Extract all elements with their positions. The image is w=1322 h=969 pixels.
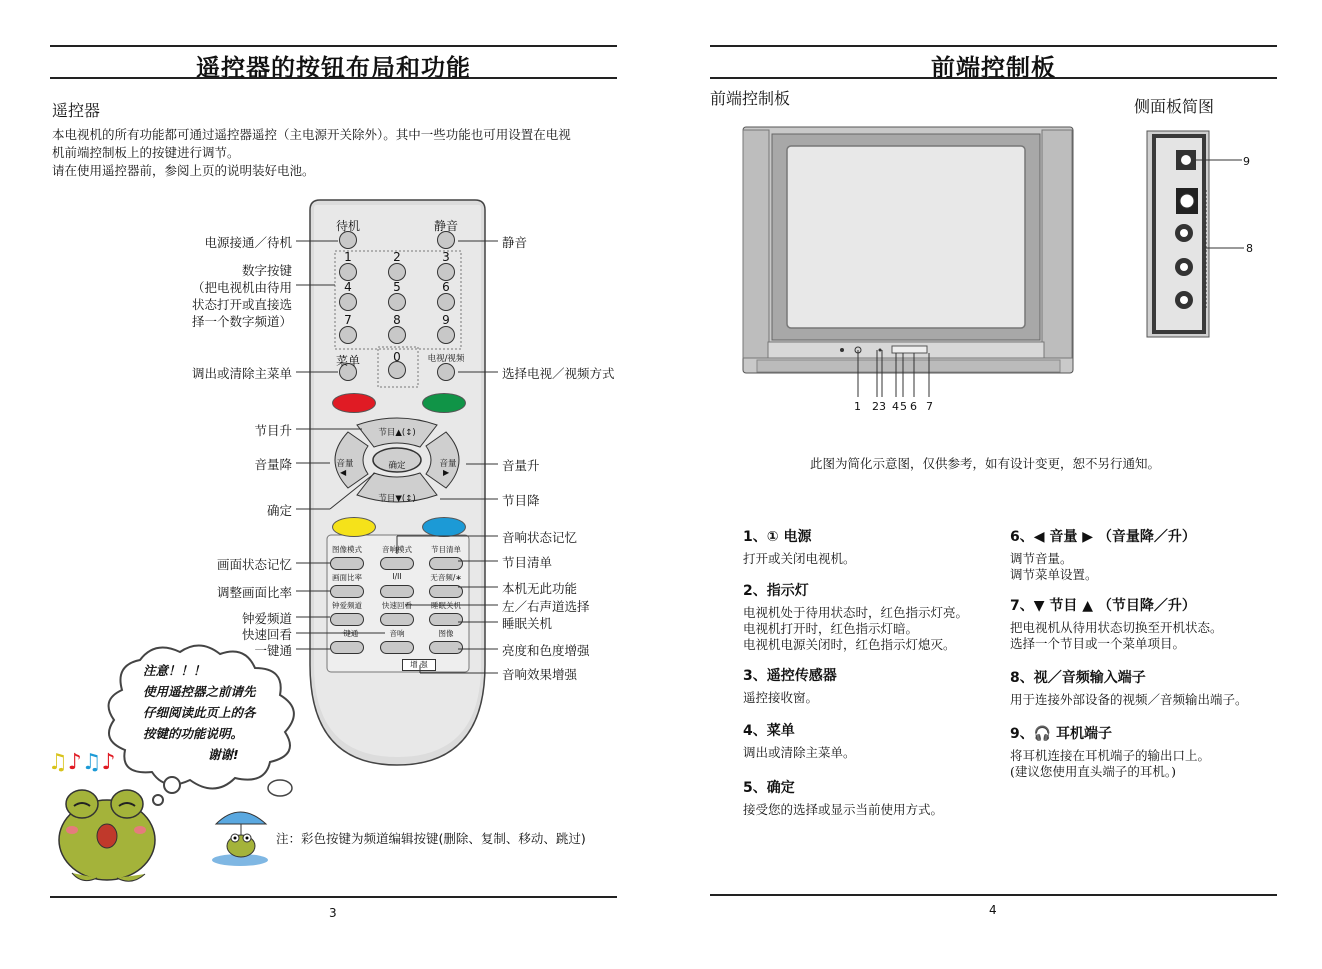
standby-button-label: 待机 (335, 219, 360, 233)
feature-title: 3、遥控传感器 (743, 668, 837, 684)
callout-power: 电源接通／待机 (204, 235, 292, 250)
feature-body (743, 690, 818, 706)
callout-no-func: 本机无此功能 (502, 581, 578, 596)
callout-picture-memory: 画面状态记忆 (216, 557, 292, 572)
callout-menu: 调出或清除主菜单 (191, 366, 292, 381)
callout-dual: 左／右声道选择 (502, 599, 590, 614)
digit-1-button-label: 1 (344, 250, 352, 264)
feature-title: 5、确定 (743, 780, 795, 796)
feature-title: 4、菜单 (743, 723, 795, 739)
sound-enhance-button-label: 音响 (389, 629, 405, 638)
callout-mute: 静音 (502, 235, 528, 250)
right-title-rule-top (710, 45, 1277, 47)
digit-2-button-label: 2 (393, 250, 401, 264)
music-notes-icon: ♫♪♫♪ (48, 750, 116, 775)
digit-9-button-label: 9 (442, 313, 450, 327)
feature-body (743, 802, 943, 818)
digit-8-button-label: 8 (393, 313, 401, 327)
feature-body-line: 电视机处于待用状态时，红色指示灯亮。 (743, 605, 969, 620)
vol-left-arrow-icon: ◀ (340, 468, 347, 477)
side-panel-illustration (1146, 130, 1256, 340)
side-number-8: 8 (1246, 242, 1253, 255)
vol-left-button[interactable]: 音量 (336, 459, 354, 469)
callout-quick-recall: 快速回看 (241, 627, 292, 642)
left-footer-rule (50, 896, 617, 898)
enhance-label: 增 强 (402, 659, 436, 671)
callout-digits-3: 状态打开或直接选 (191, 297, 292, 312)
feature-body-line: 选择一个节目或一个菜单项目。 (1010, 636, 1186, 651)
feature-body-line: 打开或关闭电视机。 (743, 551, 856, 566)
frog-singing-illustration (52, 778, 162, 888)
feature-body-line: 调节菜单设置。 (1010, 567, 1098, 582)
feature-body-line: 把电视机从待用状态切换至开机状态。 (1010, 620, 1223, 635)
intro-line-3: 请在使用遥控器前，参阅上页的说明装好电池。 (52, 163, 315, 178)
image-enhance-button-label: 图像 (438, 629, 454, 638)
tv-av-button-label: 电视/视频 (427, 354, 465, 364)
cloud-note-text (143, 660, 256, 765)
tv-callout-lines (840, 345, 950, 400)
tv-front-illustration (742, 126, 1074, 376)
aspect-button-label: 画面比率 (332, 573, 362, 582)
feature-body-line: 用于连接外部设备的视频／音频输出端子。 (1010, 692, 1248, 707)
feature-body-line: 电视机打开时，红色指示灯暗。 (743, 621, 919, 636)
feature-body (1010, 748, 1210, 780)
feature-body-line: 电视机电源关闭时，红色指示灯熄灭。 (743, 637, 956, 652)
picture-mode-button-label: 图像模式 (332, 545, 362, 554)
callout-ok: 确定 (266, 503, 292, 518)
callout-sleep: 睡眠关机 (502, 616, 553, 631)
feature-body (1010, 692, 1248, 708)
callout-sound-enhance: 音响效果增强 (502, 667, 578, 682)
prog-clear-button-label: 节目清单 (431, 545, 461, 554)
feature-title: 8、视／音频输入端子 (1010, 670, 1146, 686)
feature-title: 9、🎧 耳机端子 (1010, 726, 1113, 742)
feature-body-line: 调出或清除主菜单。 (743, 745, 856, 760)
left-page-title: 遥控器的按钮布局和功能 (196, 54, 471, 82)
sound-mode-button-label: 音响模式 (382, 545, 412, 554)
left-footnote: 注：彩色按键为频道编辑按键(删除、复制、移动、跳过) (276, 831, 586, 846)
sleep-button-label: 睡眠关机 (431, 601, 461, 610)
side-panel-heading: 侧面板简图 (1134, 97, 1215, 116)
right-page-number: 4 (989, 903, 997, 917)
feature-title: 1、① 电源 (743, 529, 812, 545)
digit-0-button-label: 0 (393, 350, 401, 364)
one-key-button-label: 一键通 (335, 629, 359, 638)
right-title-rule-bottom (710, 77, 1277, 79)
feature-body-line: 接受您的选择或显示当前使用方式。 (743, 802, 944, 817)
callout-aspect: 调整画面比率 (216, 585, 292, 600)
feature-title: 6、◀ 音量 ▶ （音量降／升） (1010, 529, 1196, 545)
right-footer-rule (710, 894, 1277, 896)
callout-sound-memory: 音响状态记忆 (502, 530, 578, 545)
callout-one-key: 一键通 (254, 643, 292, 658)
tv-number-4: 4 (892, 400, 899, 413)
vol-right-button[interactable]: 音量 (439, 459, 457, 469)
feature-title: 2、指示灯 (743, 583, 809, 599)
intro-line-1: 本电视机的所有功能都可通过遥控器遥控（主电源开关除外）。其中一些功能也可用设置在电视 (52, 127, 571, 142)
feature-title: 7、▼ 节目 ▲ （节目降／升） (1010, 598, 1196, 614)
cloud-line-4: 按键的功能说明。 (143, 726, 244, 741)
feature-body-line: (建议您使用直头端子的耳机。) (1010, 764, 1177, 779)
tv-number-6: 6 (910, 400, 917, 413)
callout-vol-up: 音量升 (502, 458, 540, 473)
feature-body (1010, 551, 1098, 583)
feature-body-line: 将耳机连接在耳机端子的输出口上。 (1010, 748, 1211, 763)
frog-umbrella-illustration (208, 802, 278, 867)
callout-favorite: 钟爱频道 (241, 611, 292, 626)
feature-body-line: 遥控接收窗。 (743, 690, 819, 705)
cloud-line-3: 仔细阅读此页上的各 (143, 705, 256, 720)
callout-prog-up: 节目升 (254, 423, 292, 438)
right-page-title: 前端控制板 (931, 54, 1056, 82)
no-func-button-label: 无音频/∗ (430, 573, 462, 582)
vol-right-arrow-icon: ▶ (443, 468, 450, 477)
tv-number-1: 1 (854, 400, 861, 413)
callout-tv-av: 选择电视／视频方式 (502, 366, 615, 381)
mute-button-label: 静音 (433, 219, 458, 233)
digit-5-button-label: 5 (393, 280, 401, 294)
callout-brightness: 亮度和色度增强 (502, 643, 590, 658)
side-number-9: 9 (1243, 155, 1250, 168)
right-heading: 前端控制板 (710, 89, 791, 108)
callout-vol-down: 音量降 (254, 457, 292, 472)
feature-body (743, 551, 856, 567)
prog-up-button[interactable]: 节目▲(↕) (378, 428, 416, 438)
tv-number-5: 5 (900, 400, 907, 413)
prog-down-button[interactable]: 节目▼(↕) (378, 494, 416, 504)
favorite-button-label: 钟爱频道 (332, 601, 362, 610)
dual-button-label: I/II (392, 572, 402, 581)
feature-body (743, 605, 968, 653)
left-page-number: 3 (329, 906, 337, 920)
cloud-line-2: 使用遥控器之前请先 (143, 684, 256, 699)
digit-4-button-label: 4 (344, 280, 352, 294)
callout-digits-4: 择一个数字频道） (191, 314, 292, 329)
callout-prog-list: 节目清单 (502, 555, 553, 570)
tv-number-7: 7 (926, 400, 933, 413)
digit-6-button-label: 6 (442, 280, 450, 294)
cloud-line-1: 注意！！！ (143, 663, 206, 678)
intro-line-2: 机前端控制板上的按键进行调节。 (52, 145, 240, 160)
callout-prog-down: 节目降 (502, 493, 540, 508)
callout-digits-2: （把电视机由待用 (191, 280, 292, 295)
feature-body (1010, 620, 1223, 652)
left-heading: 遥控器 (52, 101, 101, 120)
cloud-line-5: 谢谢! (208, 747, 239, 762)
callout-digits-1: 数字按键 (241, 263, 292, 278)
quick-recall-button-label: 快速回看 (382, 601, 412, 610)
feature-body-line: 调节音量。 (1010, 551, 1073, 566)
tv-number-23: 23 (872, 400, 886, 413)
feature-body (743, 745, 856, 761)
digit-7-button-label: 7 (344, 313, 352, 327)
menu-button-label: 菜单 (335, 354, 360, 368)
disclaimer: 此图为简化示意图，仅供参考，如有设计变更，恕不另行通知。 (810, 456, 1161, 471)
digit-3-button-label: 3 (442, 250, 450, 264)
ok-button[interactable]: 确定 (388, 461, 406, 471)
